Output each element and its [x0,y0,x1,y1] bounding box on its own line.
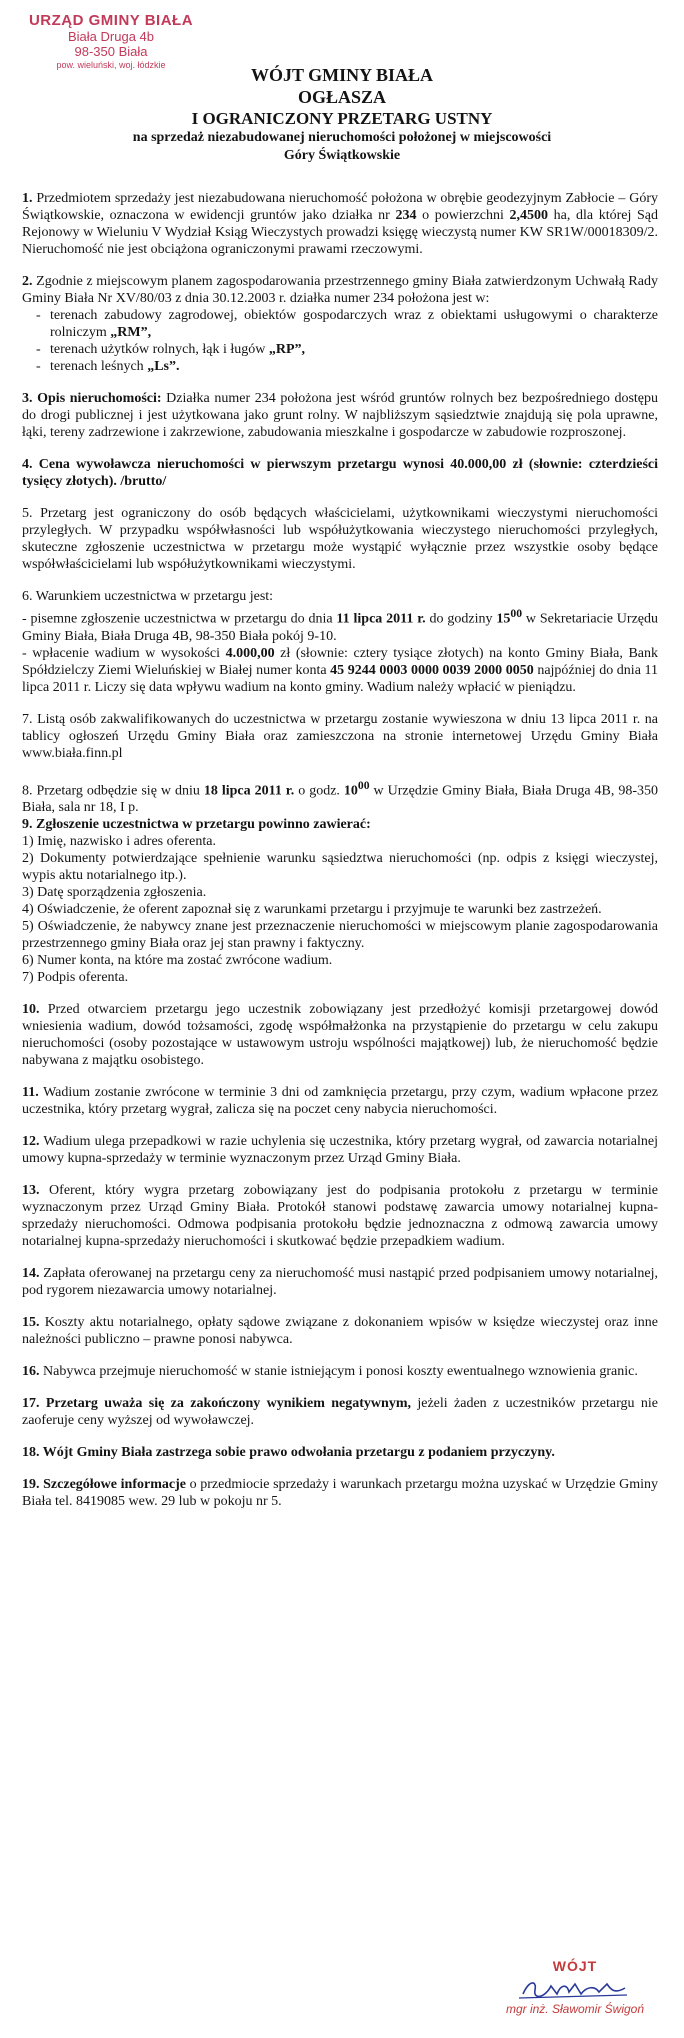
header-tender-type: I OGRANICZONY PRZETARG USTNY [191,109,493,128]
section-17: 17. Przetarg uważa się za zakończony wynikiem negatywnym, jeżeli żaden z uczestników przetargu nie zaoferuje ceny wyższej od wywoławczej. [22,1396,658,1429]
stamp-street: Biała Druga 4b [68,29,154,44]
section-14: 14. Zapłata oferowanej na przetargu ceny za nieruchomość musi nastąpić przed podpisaniem umowy notarialnej, pod rygorem niezawarcia umowy notarialnej. [22,1266,658,1299]
signatory-name: mgr inż. Sławomir Świgoń [505,2002,645,2016]
zoning-item: - terenach użytków rolnych, łąk i ługów „RP”, [50,341,658,358]
section-6 [22,588,658,696]
registration-condition: - pisemne zgłoszenie uczestnictwa w przetargu do dnia 11 lipca 2011 r. do godziny $15^{00}$ w Sekretariacie Urzędu Gminy Biała, Biała Druga 4B, 98-350 Biała pokój 9-10. [22,607,659,644]
section-13: 13. Oferent, który wygra przetarg zobowiązany jest do podpisania protokołu z przetargu w terminie wyznaczonym przez Urząd Gminy Biała. Protokół stanowi podstawę zawarcia umowy notarialnej kupna-sprzedaży nieruchomości. Odmowa podpisania protokołu będzie jednoznaczna z odmową zawarcia umowy notarialnej kupna-sprzedaży nieruchomości i skutkować będzie przepadkiem wadium. [22,1183,658,1250]
requirement-item: 1) Imię, nazwisko i adres oferenta. [22,834,216,850]
parcel-number: 234 [395,208,417,223]
requirement-item: 2) Dokumenty potwierdzające spełnienie warunku sąsiedztwa nieruchomości (np. odpis z księgi wieczystej, wypis aktu notarialnego itp.). [22,851,658,884]
handwritten-signature [515,1976,635,2002]
header-issuer: WÓJT GMINY BIAŁA [250,65,434,85]
zoning-item: - terenach zabudowy zagrodowej, obiektów gospodarczych wraz z obiektami usługowymi o charakterze rolniczym „RM”, [50,307,658,341]
deposit-amount: 4.000,00 [225,645,275,661]
requirement-item: 6) Numer konta, na które ma zostać zwrócone wadium. [22,953,333,969]
header-announces: OGŁASZA [297,87,387,107]
header-location: Góry Świątkowskie [283,148,401,163]
section-16: 16. Nabywca przejmuje nieruchomość w stanie istniejącym i ponosi koszty ewentualnego wznowienia granic. [22,1364,638,1380]
zoning-item: - terenach leśnych „Ls”. [50,358,658,375]
requirement-item: 4) Oświadczenie, że oferent zapoznał się z warunkami przetargu i przyjmuje te warunki bez zastrzeżeń. [22,902,602,918]
section-9 [22,816,658,986]
section-9-heading: 9. Zgłoszenie uczestnictwa w przetargu powinno zawierać: [22,817,371,833]
section-8: 8. Przetarg odbędzie się w dniu 18 lipca 2011 r. o godz. $10^{00}$ w Urzędzie Gminy Biała, Biała Druga 4B, 98-350 Biała, sala nr 18, I p. [22,778,658,816]
section-3: 3. Opis nieruchomości: Działka numer 234 położona jest wśród gruntów rolnych bez bezpośredniego dostępu do drogi publicznej i jest użytkowana jako grunt rolny. W najbliższym sąsiedztwie znajdują się pola uprawne, łąki, tereny zadrzewione i zakrzewione, zabudowania mieszkalne i gospodarcze w zabudowie rozproszonej. [22,391,659,440]
starting-price: 4. Cena wywoławcza nieruchomości w pierwszym przetargu wynosi 40.000,00 zł (słownie: czterdzieści tysięcy złotych). /brutto/ [22,457,658,489]
requirement-item: 7) Podpis oferenta. [22,970,129,986]
header-subject: na sprzedaż niezabudowanej nieruchomości położonej w miejscowości [132,130,552,145]
announcement-body [22,190,658,1525]
signature-block [490,1958,660,2016]
section-7: 7. Listą osób zakwalifikowanych do uczestnictwa w przetargu zostanie wywieszona w dniu 13 lipca 2011 r. na tablicy ogłoszeń Urzędu Gminy Biała oraz zamieszczona na stronie internetowej Urzędu Gminy Biała www.biała.finn.pl [22,711,658,761]
section-6-intro: 6. Warunkiem uczestnictwa w przetargu jest: [22,589,274,604]
section-1-number: 1. [22,191,33,206]
stamp-office-name: URZĄD GMINY BIAŁA [28,12,194,29]
section-4 [22,456,658,490]
section-15: 15. Koszty aktu notarialnego, opłaty sądowe związane z dokonaniem wpisów w księdze wieczystej oraz inne należności publiczno – prawne ponosi nabywca. [22,1315,658,1348]
signature-title: WÓJT [552,1958,598,1974]
bank-account-number: 45 9244 0003 0000 0039 2000 0050 [330,662,534,678]
registration-deadline: 11 lipca 2011 r. [336,611,426,627]
section-19: 19. Szczegółowe informacje o przedmiocie sprzedaży i warunkach przetargu można uzyskać w Urzędzie Gminy Biała tel. 8419085 wew. 29 lub w pokoju nr 5. [22,1477,658,1510]
section-10: 10. Przed otwarciem przetargu jego uczestnik zobowiązany jest przedłożyć komisji przetargowej dowód wniesienia wadium, dowód tożsamości, zgodę współmałżonka na przystąpienie do przetargu w celu zakupu nieruchomości (osoby pozostające w ustawowym ustroju wspólności majątkowej) lub, że nieruchomość będzie nabywana z majątku osobistego. [22,1002,658,1069]
stamp-postal-code: 98-350 Biała [74,44,148,59]
section-12: 12. Wadium ulega przepadkowi w razie uchylenia się uczestnika, który przetarg wygrał, od zawarcia notarialnej umowy kupna-sprzedaży w terminie wyznaczonym przez Urząd Gminy Biała. [22,1134,658,1167]
deposit-condition: - wpłacenie wadium w wysokości 4.000,00 zł (słownie: cztery tysiące złotych) na konto Gminy Biała, Bank Spółdzielczy Ziemi Wieluńskiej w Białej numer konta 45 9244 0003 0000 0039 2000 0050 najpóźniej do dnia 11 lipca 2011 r. Liczy się data wpływu wadium na konto gminy. Wadium należy wpłacić w pieniądzu. [22,645,658,695]
section-2: 2. Zgodnie z miejscowym planem zagospodarowania przestrzennego gminy Biała zatwierdzonym Uchwałą Rady Gminy Biała Nr XV/80/03 z dnia 30.12.2003 r. działka numer 234 położona jest w: - terenach zabudowy zagrodowej, obiektów gospodarczych wraz z obiektami usługowymi o charakterze rolniczym „RM”, - terenach użytków rolnych, łąk i ługów „RP”, - terenach leśnych „Ls”. [22,273,658,375]
section-1: 1. Przedmiotem sprzedaży jest niezabudowana nieruchomość położona w obrębie geodezyjnym Zabłocie – Góry Świątkowskie, oznaczona w ewidencji gruntów jako działka nr 234 o powierzchni 2,4500 ha, dla której Sąd Rejonowy w Wieluniu V Wydział Ksiąg Wieczystych prowadzi księgę wieczystą numer KW SR1W/00018309/2. Nieruchomość nie jest obciążona ograniczonymi prawami rzeczowymi. [22,191,658,257]
parcel-area: 2,4500 [509,208,549,223]
section-18: 18. Wójt Gminy Biała zastrzega sobie prawo odwołania przetargu z podaniem przyczyny. [22,1445,555,1461]
stamp-region: pow. wieluński, woj. łódzkie [56,60,166,70]
requirement-item: 3) Datę sporządzenia zgłoszenia. [22,885,207,901]
section-3-lead: 3. Opis nieruchomości: [22,391,162,406]
requirement-item: 5) Oświadczenie, że nabywcy znane jest przeznaczenie nieruchomości w miejscowym planie zagospodarowania przestrzennego gminy Biała oraz jej stan prawny i faktyczny. [22,919,658,952]
section-11: 11. Wadium zostanie zwrócone w terminie 3 dni od zamknięcia przetargu, przy czym, wadium wpłacone przez uczestnika, który przetarg wygrał, zalicza się na poczet ceny nabycia nieruchomości. [22,1085,658,1118]
section-2-number: 2. [22,274,33,289]
tender-date: 18 lipca 2011 r. [203,783,295,799]
zoning-list [22,307,658,375]
announcement-header [0,64,684,165]
office-stamp [20,12,202,71]
section-5: 5. Przetarg jest ograniczony do osób będących właścicielami, użytkownikami wieczystymi nieruchomości przyległych. W przypadku współwłasności lub współużytkowania wieczystego nieruchomości przyległych, skuteczne zgłoszenie uczestnictwa w przetargu może wystąpić wyłącznie przez wszystkie osoby będące współwłaścicielami lub współużytkownikami wieczystymi. [22,506,658,572]
